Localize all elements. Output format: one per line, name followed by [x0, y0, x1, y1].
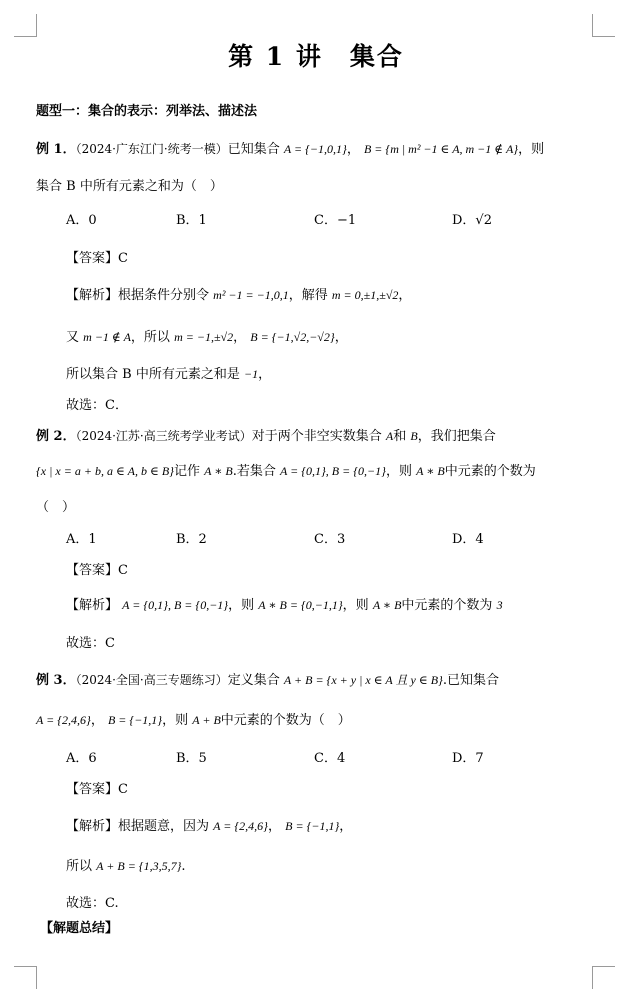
corner-mark-top-right [592, 14, 615, 37]
example2-option-a: A．1 [66, 532, 97, 547]
example3-analysis-label: 【解析】 [66, 819, 119, 834]
example2-math: {x | x = a + b, a ∈ A, b ∈ B} [36, 464, 174, 478]
example2-math: A = {0,1}, B = {0,−1} [280, 464, 386, 478]
example2-math: A ∗ B [204, 464, 233, 478]
example2-question-line3: （ ） [36, 500, 76, 515]
example1-analysis-text: ， [398, 288, 412, 303]
example3-analysis-text: 所以 [66, 859, 93, 874]
example3-option-b: B．5 [176, 751, 207, 766]
example2-option-b: B．2 [176, 532, 207, 547]
example3-analysis-math: A + B = {1,3,5,7} [96, 859, 182, 873]
example2-analysis-text: 中元素的个数为 [401, 598, 493, 613]
example2-label: 例 2． [36, 429, 76, 444]
example1-analysis-text: ，所以 [130, 330, 170, 345]
example1-set-a: A = {−1,0,1} [283, 142, 347, 156]
example1-analysis-math: m −1 ∉ A [83, 330, 131, 344]
example1-analysis-math: m = −1,±√2 [174, 330, 234, 344]
example1-source: （2024·广东江门·统考一模） [75, 142, 228, 156]
corner-mark-top-left [14, 14, 37, 37]
example3-text: ， [90, 713, 104, 728]
example3-option-a: A．6 [66, 751, 97, 766]
example3-analysis-text: ， [339, 819, 353, 834]
example2-conclusion: 故选：C [66, 636, 115, 651]
example2-text: ，我们把集合 [417, 429, 496, 444]
example2-analysis-math: A = {0,1}, B = {0,−1} [122, 598, 229, 612]
example2-analysis [66, 595, 503, 616]
example3-analysis-math: B = {−1,1} [285, 819, 340, 833]
example3-analysis-text: ， [267, 819, 281, 834]
example3-analysis-text: 根据题意，因为 [118, 819, 210, 834]
example1-analysis-math: m² −1 = −1,0,1 [213, 288, 289, 302]
summary-heading: 【解题总结】 [40, 921, 119, 936]
example3-text: .已知集合 [442, 673, 499, 688]
example2-option-d: D．4 [452, 532, 484, 547]
example2-text: ，则 [385, 464, 412, 479]
section-heading: 题型一：集合的表示：列举法、描述法 [36, 104, 258, 119]
example1-option-c: C．−1 [314, 213, 357, 228]
example3-question-line1 [36, 670, 499, 691]
example2-analysis-text: ，则 [228, 598, 255, 613]
example2-math: A [385, 429, 394, 443]
example2-math: A ∗ B [416, 464, 445, 478]
example3-question-line2 [36, 710, 351, 731]
example1-label: 例 1． [36, 142, 76, 157]
example2-text: 中元素的个数为 [444, 464, 536, 479]
example1-sep: ， [346, 142, 360, 157]
example2-text: 和 [393, 429, 407, 444]
example1-conclusion: 故选：C． [66, 398, 128, 413]
example2-source: （2024·江苏·高三统考学业考试） [75, 429, 252, 443]
example3-text: 定义集合 [227, 673, 280, 688]
example2-text: 记作 [173, 464, 200, 479]
example2-answer: 【答案】C [66, 563, 128, 578]
example1-analysis-text: 所以集合 B 中所有元素之和是 [66, 367, 240, 382]
example1-option-b: B．1 [176, 213, 207, 228]
example2-option-c: C．3 [314, 532, 346, 547]
example3-source: （2024·全国·高三专题练习） [75, 673, 228, 687]
example1-text: 已知集合 [227, 142, 280, 157]
example1-option-a: A．0 [66, 213, 97, 228]
example2-analysis-math: 3 [496, 598, 503, 612]
example3-conclusion: 故选：C. [66, 896, 119, 911]
example3-label: 例 3． [36, 673, 76, 688]
example1-question-line2: 集合 B 中所有元素之和为（ ） [36, 179, 223, 194]
example3-option-d: D．7 [452, 751, 484, 766]
example1-analysis-text: ， [233, 330, 247, 345]
example3-analysis-line2 [66, 856, 186, 877]
page-title: 第 1 讲 集合 [228, 42, 404, 71]
example1-analysis-math: m = 0,±1,±√2 [331, 288, 399, 302]
corner-mark-bottom-left [14, 966, 37, 989]
example3-analysis-math: A = {2,4,6} [213, 819, 268, 833]
example2-question-line1 [36, 426, 496, 447]
example1-analysis-line1 [66, 285, 411, 306]
example2-question-line2 [36, 461, 536, 482]
example3-math: A + B = {x + y | x ∈ A 且 y ∈ B} [283, 673, 443, 687]
example1-answer: 【答案】C [66, 251, 128, 266]
example1-text2: ，则 [518, 142, 545, 157]
example3-option-c: C．4 [314, 751, 346, 766]
example3-analysis-line1 [66, 816, 352, 837]
example1-analysis-text: 又 [66, 330, 80, 345]
example1-analysis-label: 【解析】 [66, 288, 119, 303]
example1-analysis-text: ，解得 [288, 288, 328, 303]
example2-analysis-math: A ∗ B [372, 598, 402, 612]
corner-mark-bottom-right [592, 966, 615, 989]
example1-analysis-math: −1 [243, 367, 259, 381]
example2-analysis-label: 【解析】 [66, 598, 119, 613]
example1-analysis-line3 [66, 364, 271, 385]
example2-analysis-math: A ∗ B = {0,−1,1} [258, 598, 343, 612]
example3-text: ，则 [162, 713, 189, 728]
example1-question-line1 [36, 139, 544, 160]
example3-text: 中元素的个数为（ ） [220, 713, 351, 728]
example3-analysis-text: . [181, 859, 186, 874]
example3-math: A = {2,4,6} [36, 713, 91, 727]
example1-option-d: D．√2 [452, 213, 492, 228]
example2-analysis-text: ，则 [342, 598, 369, 613]
example1-analysis-math: B = {−1,√2,−√2} [250, 330, 335, 344]
example1-set-b: B = {m | m² −1 ∈ A, m −1 ∉ A} [363, 142, 519, 156]
example3-math: B = {−1,1} [107, 713, 163, 727]
example2-text: 对于两个非空实数集合 [251, 429, 382, 444]
example1-analysis-text: 根据条件分别令 [118, 288, 210, 303]
example3-answer: 【答案】C [66, 782, 128, 797]
example1-analysis-text: ， [334, 330, 348, 345]
example1-analysis-line2 [66, 327, 348, 348]
example3-math: A + B [192, 713, 221, 727]
example2-math: B [410, 429, 418, 443]
example2-text: .若集合 [232, 464, 276, 479]
example1-analysis-text: ， [258, 367, 272, 382]
